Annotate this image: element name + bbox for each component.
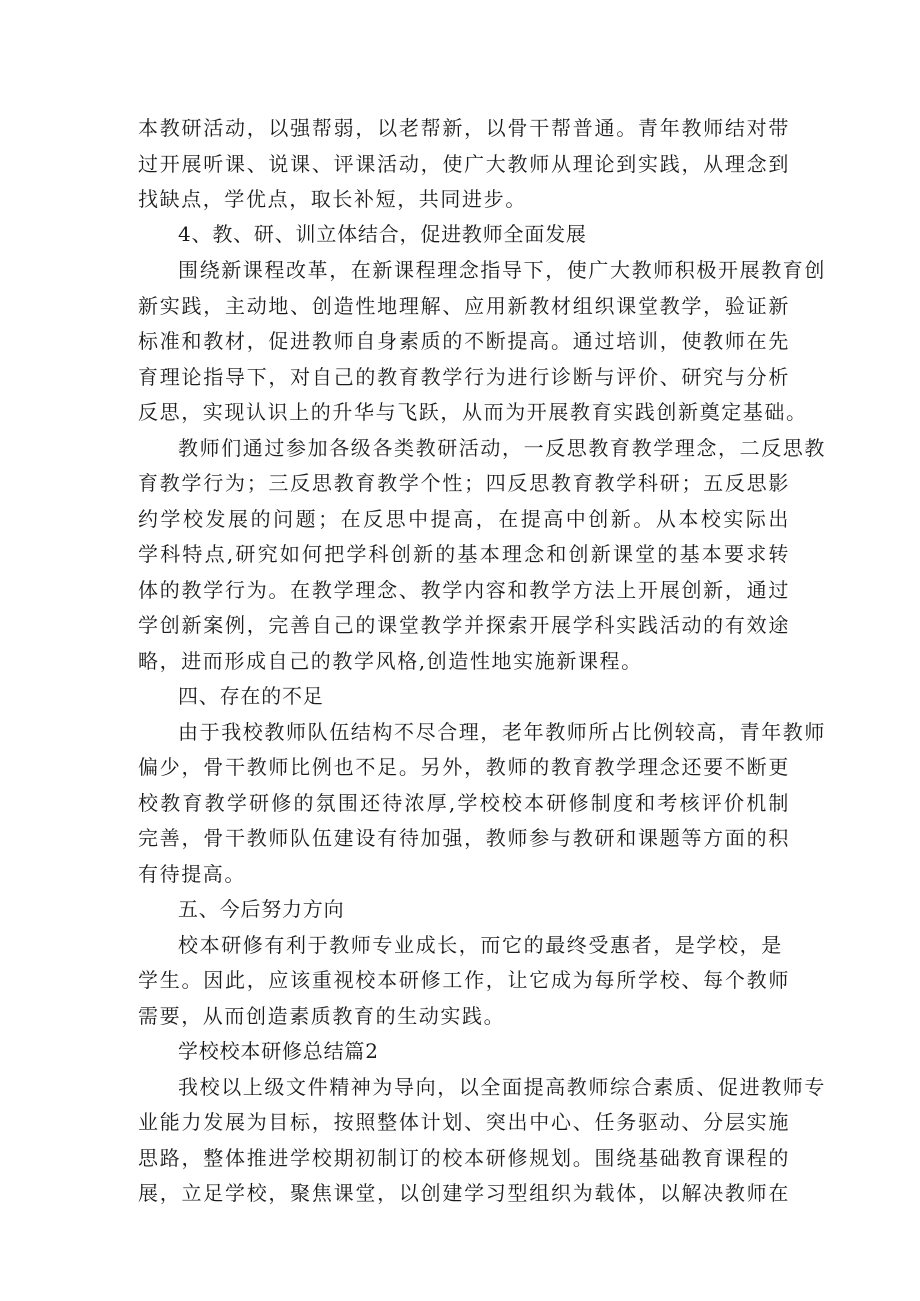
paragraph-line: 展，立足学校，聚焦课堂，以创建学习型组织为载体，以解决教师在 bbox=[138, 1181, 790, 1205]
paragraph-line: 教师们通过参加各级各类教研活动，一反思教育教学理念，二反思教 bbox=[178, 436, 826, 460]
paragraph-line: 由于我校教师队伍结构不尽合理，老年教师所占比例较高，青年教师 bbox=[178, 720, 826, 744]
paragraph-line: 思路，整体推进学校期初制订的校本研修规划。围绕基础教育课程的 bbox=[138, 1146, 790, 1170]
paragraph-line: 体的教学行为。在教学理念、教学内容和教学方法上开展创新，通过 bbox=[138, 578, 790, 602]
paragraph-line: 找缺点，学优点，取长补短，共同进步。 bbox=[138, 187, 527, 211]
paragraph-line: 反思，实现认识上的升华与飞跃，从而为开展教育实践创新奠定基础。 bbox=[138, 400, 808, 424]
paragraph-line: 校本研修有利于教师专业成长，而它的最终受惠者，是学校，是 bbox=[178, 933, 783, 957]
paragraph-line: 业能力发展为目标，按照整体计划、突出中心、任务驱动、分层实施 bbox=[138, 1110, 790, 1134]
section-heading: 4、教、研、训立体结合，促进教师全面发展 bbox=[178, 222, 587, 246]
section-heading: 四、存在的不足 bbox=[178, 684, 324, 708]
paragraph-line: 校教育教学研修的氛围还待浓厚,学校校本研修制度和考核评价机制 bbox=[138, 791, 790, 815]
article-title: 学校校本研修总结篇2 bbox=[178, 1039, 379, 1063]
paragraph-line: 育教学行为；三反思教育教学个性；四反思教育教学科研；五反思影 bbox=[138, 471, 790, 495]
paragraph-line: 学创新案例，完善自己的课堂教学并探索开展学科实践活动的有效途 bbox=[138, 613, 790, 637]
paragraph-line: 育理论指导下，对自己的教育教学行为进行诊断与评价、研究与分析 bbox=[138, 365, 790, 389]
paragraph-line: 有待提高。 bbox=[138, 862, 246, 886]
paragraph-line: 围绕新课程改革，在新课程理念指导下，使广大教师积极开展教育创 bbox=[178, 258, 826, 282]
paragraph-line: 学科特点,研究如何把学科创新的基本理念和创新课堂的基本要求转 bbox=[138, 542, 790, 566]
section-heading: 五、今后努力方向 bbox=[178, 897, 345, 921]
paragraph-line: 略，进而形成自己的教学风格,创造性地实施新课程。 bbox=[138, 649, 643, 673]
paragraph-line: 学生。因此，应该重视校本研修工作，让它成为每所学校、每个教师 bbox=[138, 968, 790, 992]
paragraph-line: 需要，从而创造素质教育的生动实践。 bbox=[138, 1004, 506, 1028]
paragraph-line: 我校以上级文件精神为导向，以全面提高教师综合素质、促进教师专 bbox=[178, 1075, 826, 1099]
paragraph-line: 约学校发展的问题；在反思中提高，在提高中创新。从本校实际出 bbox=[138, 507, 790, 531]
paragraph-line: 偏少，骨干教师比例也不足。另外，教师的教育教学理念还要不断更 bbox=[138, 755, 790, 779]
paragraph-line: 新实践，主动地、创造性地理解、应用新教材组织课堂教学，验证新 bbox=[138, 294, 790, 318]
paragraph-line: 本教研活动，以强帮弱，以老帮新，以骨干帮普通。青年教师结对带 bbox=[138, 116, 790, 140]
paragraph-line: 标准和教材，促进教师自身素质的不断提高。通过培训，使教师在先 bbox=[138, 329, 790, 353]
paragraph-line: 完善，骨干教师队伍建设有待加强，教师参与教研和课题等方面的积 bbox=[138, 826, 790, 850]
paragraph-line: 过开展听课、说课、评课活动，使广大教师从理论到实践，从理念到 bbox=[138, 152, 790, 176]
